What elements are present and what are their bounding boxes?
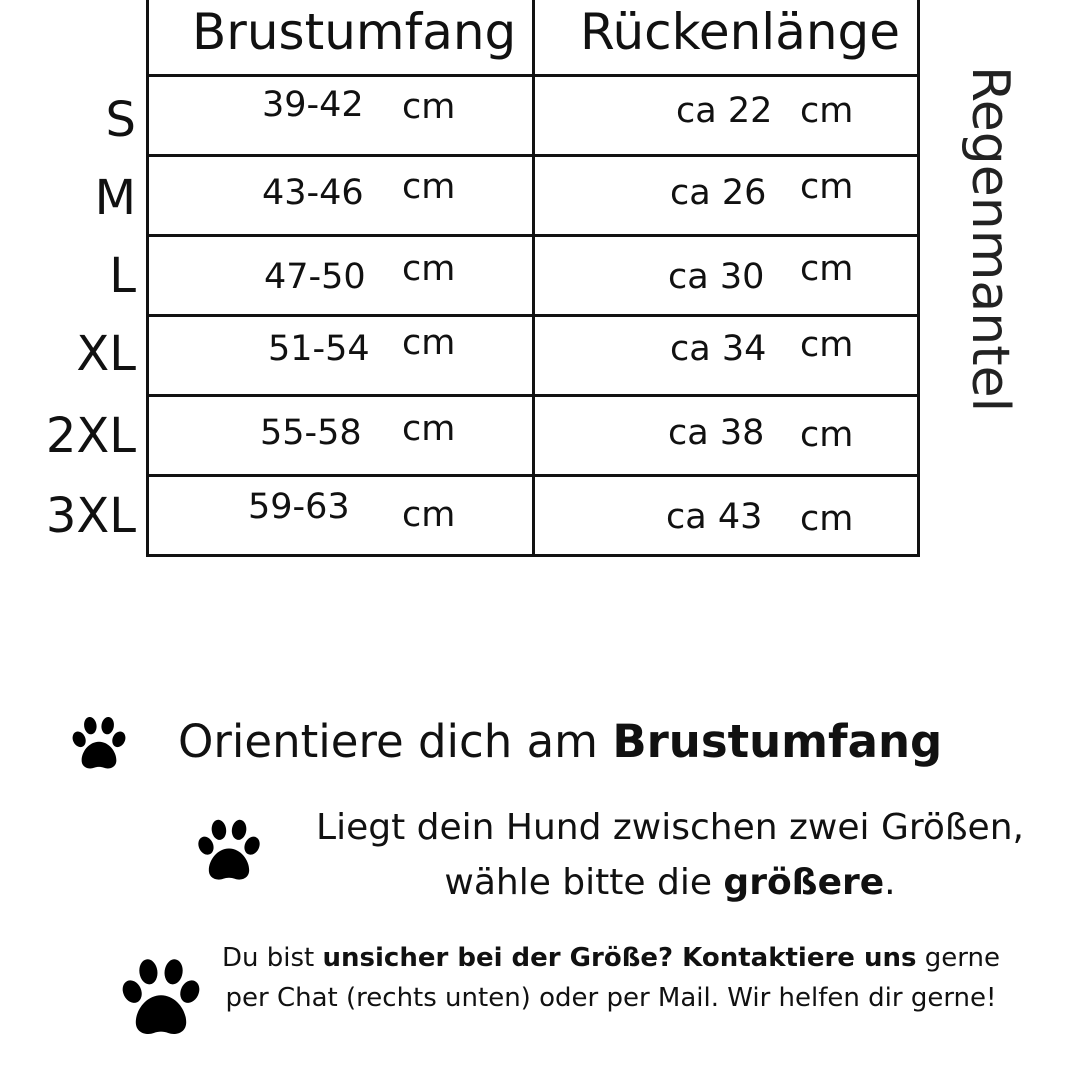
note-between-sizes — [290, 800, 1050, 910]
note-text: gerne per Chat (rechts unten) oder per Mail. Wir helfen dir gerne! — [225, 943, 1000, 1013]
note-text: Du bist — [222, 943, 323, 973]
paw-icon — [114, 952, 208, 1042]
chest-value: 43-46 — [262, 173, 364, 213]
table-row-divider — [146, 154, 920, 157]
note-contact — [218, 938, 1004, 1018]
table-row-divider — [146, 394, 920, 397]
chest-unit: cm — [402, 87, 456, 127]
table-row-divider — [146, 314, 920, 317]
note-chest-guidance — [178, 712, 942, 772]
size-label-xl: XL — [76, 326, 136, 382]
back-unit: cm — [800, 249, 854, 289]
paw-icon — [66, 712, 132, 774]
note-line — [290, 855, 1050, 910]
back-unit: cm — [800, 91, 854, 131]
back-unit: cm — [800, 325, 854, 365]
table-row-divider — [146, 234, 920, 237]
back-value: ca 26 — [670, 173, 767, 213]
size-label-l: L — [109, 248, 136, 304]
note-emphasis: Brustumfang — [612, 715, 943, 768]
product-label: Regenmantel — [960, 66, 1020, 413]
chest-value: 59-63 — [248, 487, 350, 527]
header-back: Rückenlänge — [580, 3, 901, 61]
chest-unit: cm — [402, 249, 456, 289]
header-chest: Brustumfang — [192, 3, 517, 61]
back-value: ca 38 — [668, 413, 765, 453]
note-text: wähle bitte die — [444, 862, 724, 903]
note-line: Liegt dein Hund zwischen zwei Größen, — [316, 807, 1024, 848]
table-row-divider — [146, 74, 920, 77]
size-label-3xl: 3XL — [45, 488, 136, 544]
chest-value: 47-50 — [264, 257, 366, 297]
note-text: Orientiere dich am — [178, 715, 613, 768]
chest-unit: cm — [402, 323, 456, 363]
chest-value: 51-54 — [268, 329, 370, 369]
paw-icon — [192, 814, 266, 886]
size-label-2xl: 2XL — [45, 408, 136, 464]
size-label-s: S — [105, 92, 136, 148]
note-emphasis: größere — [723, 862, 885, 903]
back-unit: cm — [800, 415, 854, 455]
note-emphasis: unsicher bei der Größe? Kontaktiere uns — [322, 943, 917, 973]
chest-value: 55-58 — [260, 413, 362, 453]
chest-unit: cm — [402, 167, 456, 207]
chest-unit: cm — [402, 495, 456, 535]
table-row-divider — [146, 474, 920, 477]
back-value: ca 22 — [676, 91, 773, 131]
back-value: ca 30 — [668, 257, 765, 297]
back-value: ca 34 — [670, 329, 767, 369]
back-unit: cm — [800, 499, 854, 539]
chest-value: 39-42 — [262, 85, 364, 125]
back-value: ca 43 — [666, 497, 763, 537]
size-label-m: M — [94, 170, 136, 226]
chest-unit: cm — [402, 409, 456, 449]
note-text: . — [884, 862, 896, 903]
back-unit: cm — [800, 167, 854, 207]
